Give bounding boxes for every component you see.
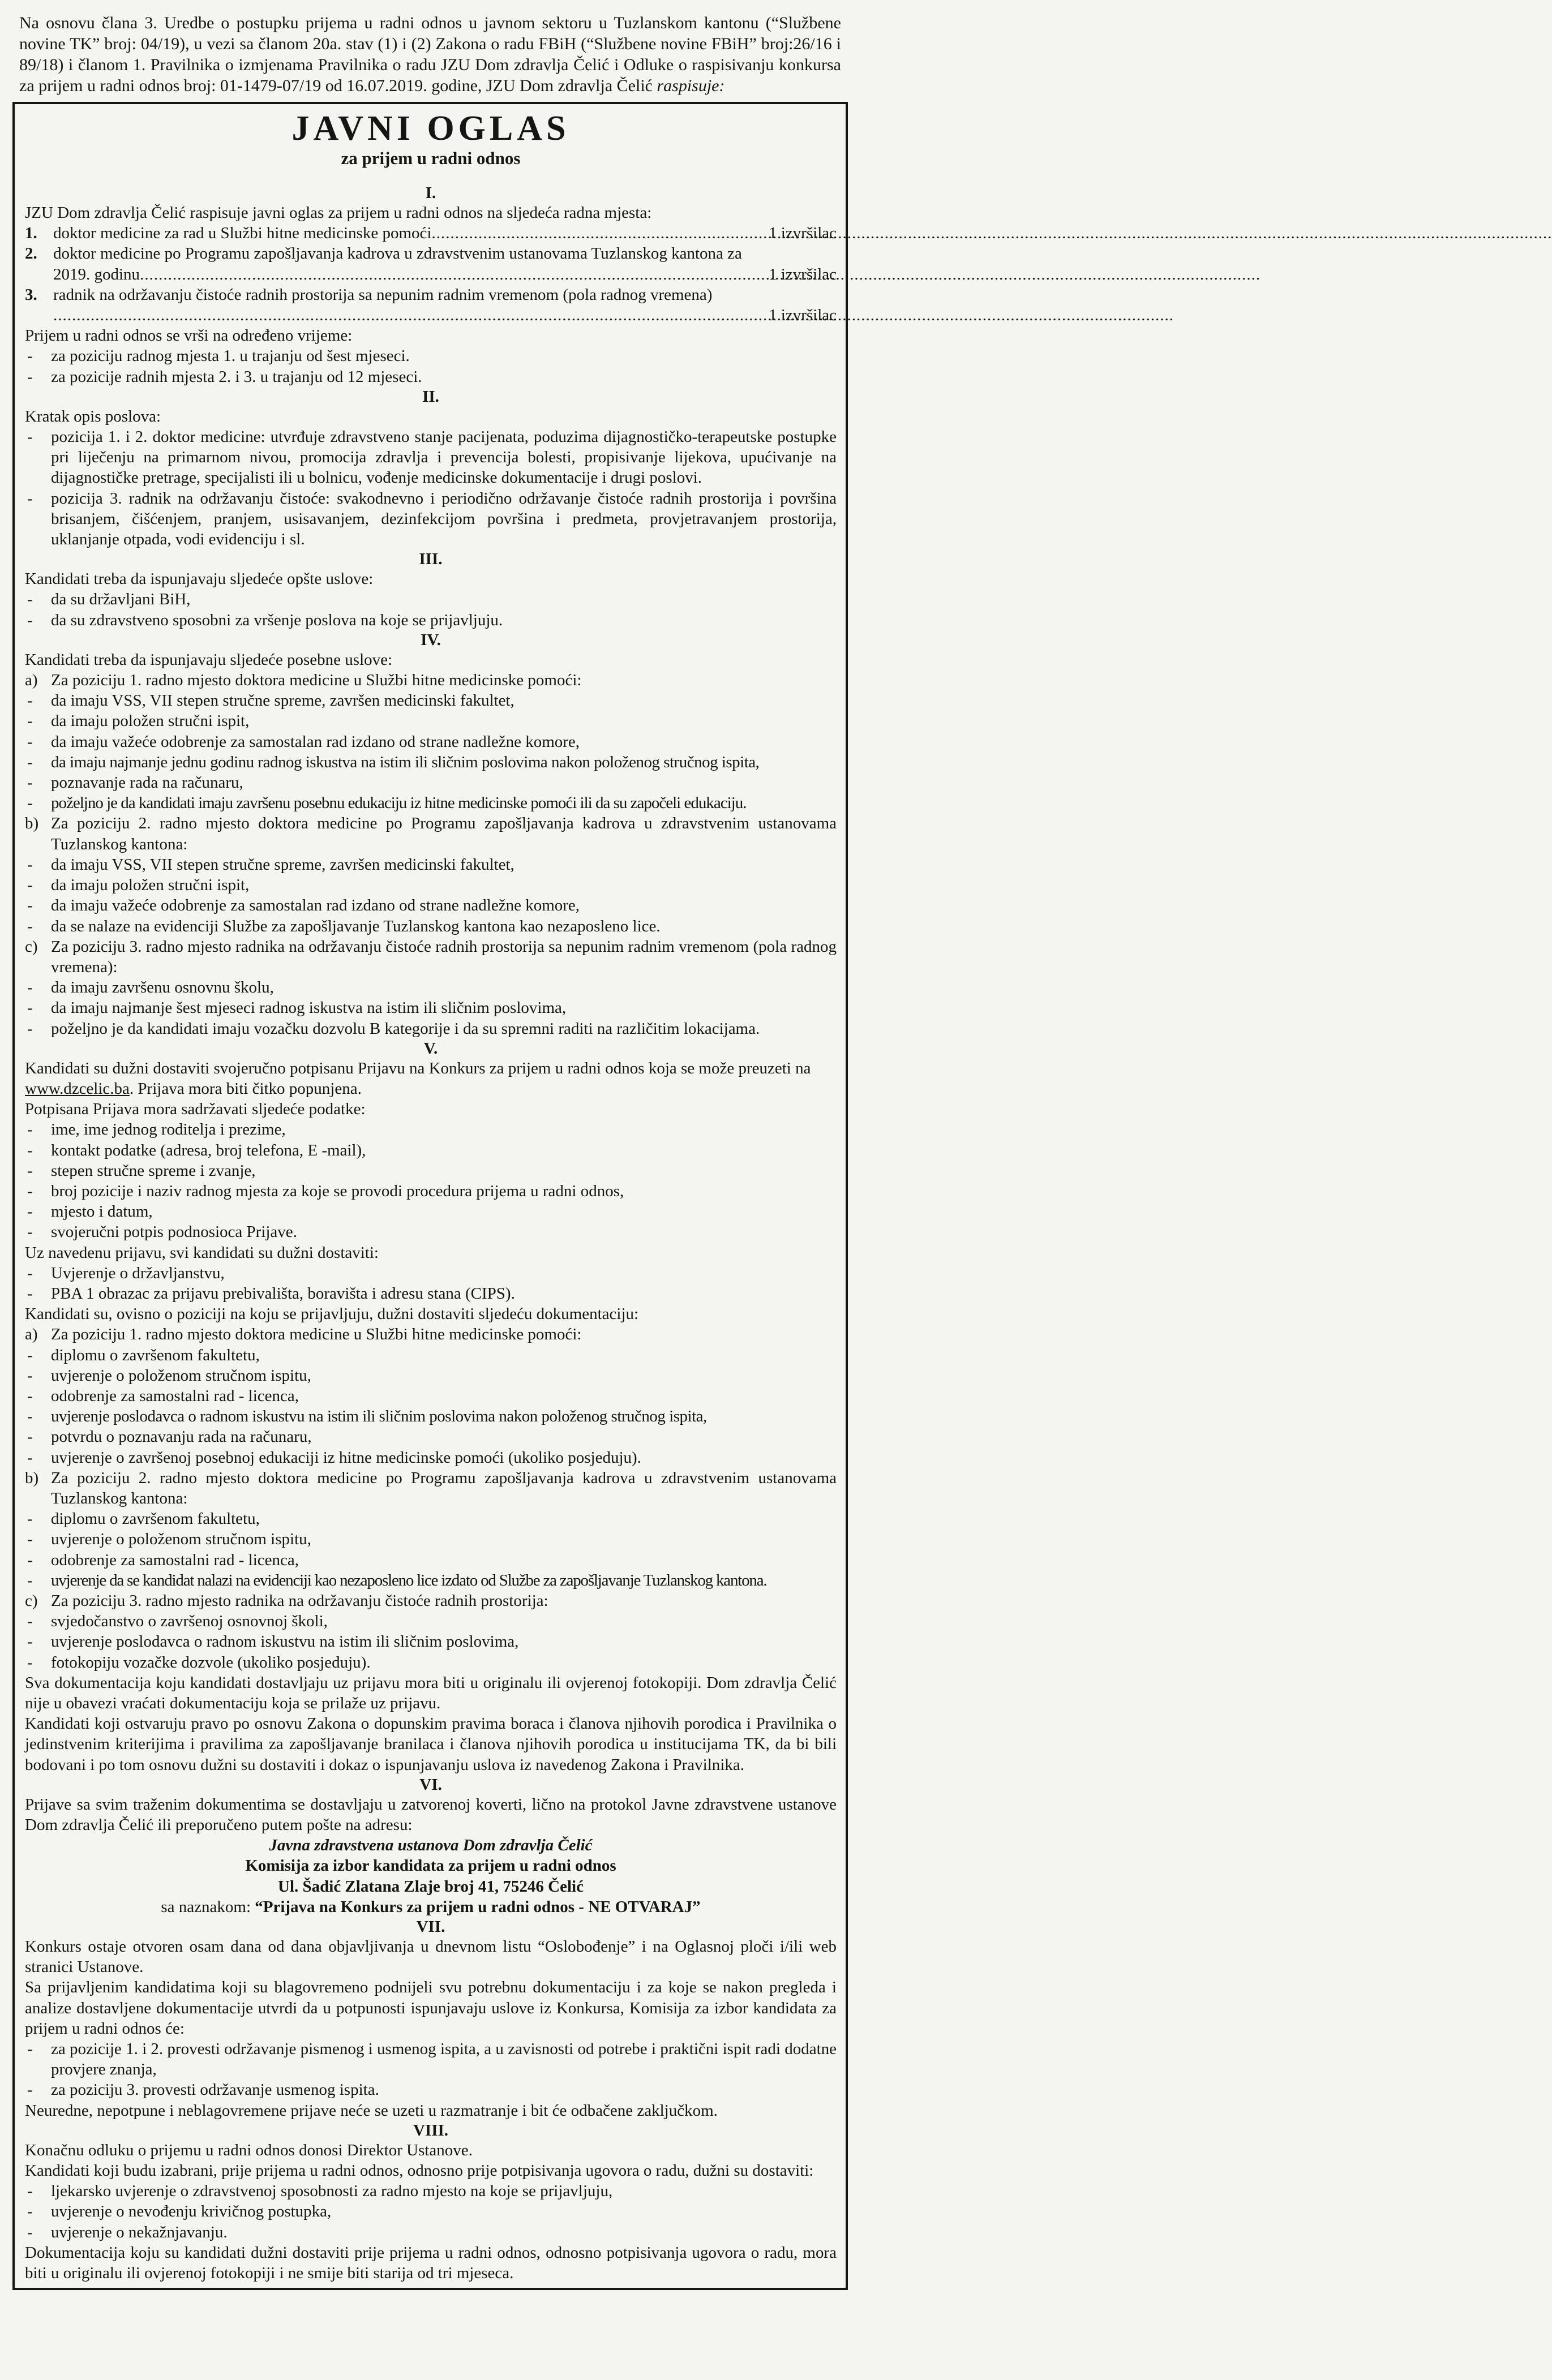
list-item: - za poziciju 3. provesti održavanje usmenog ispita. (27, 2081, 379, 2099)
paragraph: Konačnu odluku o prijemu u radni odnos donosi Direktor Ustanove. (25, 2141, 473, 2159)
all-candidates-lead: Uz navedenu prijavu, svi kandidati su dužni dostaviti: (25, 1243, 379, 1262)
list-item: - poželjno je da kandidati imaju završenu posebnu edukaciju iz hitne medicinske pomoći ili da su započeli edukaciju. (27, 794, 747, 813)
paragraph: Dokumentacija koju su kandidati dužni dostaviti prije prijema u radni odnos, odnosno potpisivanja ugovora o radu, mora biti u originalu ili ovjerenoj fotokopiji i ne smije biti starija od tri mjeseca. (25, 2243, 837, 2283)
list-item: - da su državljani BiH, (27, 590, 191, 609)
section-4 (25, 630, 837, 1039)
list-item: - potvrdu o poznavanju rada na računaru, (27, 1428, 312, 1446)
list-item: - mjesto i datum, (27, 1202, 153, 1221)
list-item: - ime, ime jednog roditelja i prezime, (27, 1120, 286, 1139)
list-item: - da se nalaze na evidenciji Službe za zapošljavanje Tuzlanskog kantona kao nezaposleno lice. (27, 917, 661, 935)
leader-dots (431, 223, 769, 243)
list-item: - uvjerenje poslodavca o radnom iskustvu na istim ili sličnim poslovima, (27, 1633, 519, 1651)
list-item: - stepen stručne spreme i zvanje, (27, 1161, 256, 1180)
envelope-marking: sa naznakom: “Prijava na Konkurs za prijem u radni odnos - NE OTVARAJ” (161, 1897, 701, 1916)
list-item: - da imaju VSS, VII stepen stručne spreme, završen medicinski fakultet, (27, 855, 515, 874)
list-item: - da imaju položen stručni ispit, (27, 876, 250, 895)
list-item: - svjedočanstvo o završenoj osnovnoj školi, (27, 1612, 328, 1631)
list-item: - PBA 1 obrazac za prijavu prebivališta, boravišta i adresu stana (CIPS). (27, 1284, 515, 1303)
form-lead: Potpisana Prijava mora sadržavati sljedeće podatke: (25, 1100, 366, 1119)
condition-group: c) Za poziciju 3. radno mjesto radnika na održavanju čistoće radnih prostorija sa nepunim radnim vremenom (pola radnog vremena): (25, 937, 837, 976)
position-count: 1 izvršilac (769, 265, 837, 283)
list-item: - uvjerenje o nekažnjavanju. (27, 2223, 228, 2241)
paragraph: Konkurs ostaje otvoren osam dana od dana objavljivanja u dnevnom listu “Oslobođenje” i na Oglasnoj ploči i/ili web stranici Ustanove. (25, 1937, 837, 1977)
list-item: - uvjerenje o položenom stručnom ispitu, (27, 1530, 311, 1549)
section-2-lead: Kratak opis poslova: (25, 407, 161, 426)
leader-dots (140, 264, 769, 285)
position-number: 2. (25, 244, 37, 263)
position-count: 1 izvršilac (769, 306, 837, 325)
list-item: - poznavanje rada na računaru, (27, 774, 243, 792)
list-item: - za pozicije radnih mjesta 2. i 3. u trajanju od 12 mjeseci. (27, 367, 422, 386)
position-title-continued: 2019. godinu (53, 265, 140, 283)
section-6-heading: VI. (419, 1775, 442, 1794)
list-item: - uvjerenje o nevođenju krivičnog postupka, (27, 2202, 332, 2221)
list-item: - diplomu o završenom fakultetu, (27, 1510, 260, 1528)
list-item: - poželjno je da kandidati imaju vozačku dozvolu B kategorije i da su spremni raditi na različitim lokacijama. (27, 1019, 760, 1038)
list-item: - da imaju najmanje jednu godinu radnog iskustva na istim ili sličnim poslovima nakon položenog stručnog ispita, (27, 753, 760, 771)
list-item: - kontakt podatke (adresa, broj telefona, E -mail), (27, 1141, 366, 1159)
position-number: 3. (25, 285, 37, 304)
leader-dots (53, 305, 769, 325)
list-item: - da imaju položen stručni ispit, (27, 712, 250, 731)
section-7 (25, 1917, 837, 2121)
position-title: doktor medicine za rad u Službi hitne medicinske pomoći (53, 224, 432, 243)
section-5 (25, 1039, 837, 1775)
docs-group: b) Za poziciju 2. radno mjesto doktora medicine po Programu zapošljavanja kadrova u zdravstvenim ustanovama Tuzlanskog kantona: (25, 1468, 837, 1507)
list-item: - da imaju važeće odobrenje za samostalan rad izdano od strane nadležne komore, (27, 732, 580, 751)
list-item: - broj pozicije i naziv radnog mjesta za koje se provodi procedura prijema u radni odnos, (27, 1182, 624, 1200)
section-2 (25, 387, 837, 549)
list-item: - uvjerenje da se kandidat nalazi na evidenciji kao nezaposleno lice izdato od Službe za zapošljavanje Tuzlanskog kantona. (27, 1571, 767, 1589)
position-number: 1. (25, 224, 37, 243)
section-8 (25, 2121, 837, 2283)
docs-group: c) Za poziciju 3. radno mjesto radnika na održavanju čistoće radnih prostorija: (25, 1592, 548, 1610)
list-item: - da imaju završenu osnovnu školu, (27, 978, 274, 997)
section-3-lead: Kandidati treba da ispunjavaju sljedeće opšte uslove: (25, 570, 374, 588)
list-item: - da imaju važeće odobrenje za samostalan rad izdano od strane nadležne komore, (27, 896, 580, 915)
documents-note: Sva dokumentacija koju kandidati dostavljaju uz prijavu mora biti u originalu ili ovjerenoj fotokopiji. Dom zdravlja Čelić nije u obavezi vraćati dokumentaciju koja se prilaže uz prijavu. (25, 1673, 837, 1713)
position-title: doktor medicine po Programu zapošljavanja kadrova u zdravstvenim ustanovama Tuzlanskog kantona za (53, 244, 742, 263)
position-docs-lead: Kandidati su, ovisno o poziciji na koju se prijavljuju, dužni dostaviti sljedeću dokumentaciju: (25, 1305, 639, 1324)
address-line: Ul. Šadić Zlatana Zlaje broj 41, 75246 Čelić (278, 1877, 584, 1896)
submission-lead: Prijave sa svim traženim dokumentima se dostavljaju u zatvorenoj koverti, lično na protokol Javne zdravstvene ustanove Dom zdravlja Čelić ili preporučeno putem pošte na adresu: (25, 1795, 837, 1835)
announcement-box (12, 102, 848, 2290)
legal-basis-paragraph (19, 12, 841, 96)
section-1-lead: JZU Dom zdravlja Čelić raspisuje javni oglas za prijem u radni odnos na sljedeća radna mjesta: (25, 204, 652, 222)
legal-basis-emphasis: raspisuje: (657, 76, 725, 95)
list-item: - odobrenje za samostalni rad - licenca, (27, 1550, 299, 1569)
section-6 (25, 1775, 837, 1917)
section-5-lead: Kandidati su dužni dostaviti svojeručno potpisanu Prijavu na Konkurs za prijem u radni odnos koja se može preuzeti na www.dzcelic.ba. Prijava mora biti čitko popunjena. (25, 1059, 811, 1098)
section-3-heading: III. (419, 550, 443, 569)
website-link[interactable]: www.dzcelic.ba (25, 1079, 130, 1098)
list-item: - da imaju najmanje šest mjeseci radnog iskustva na istim ili sličnim poslovima, (27, 999, 567, 1017)
paragraph: Kandidati koji budu izabrani, prije prijema u radni odnos, odnosno prije potpisivanja ugovora o radu, dužni su dostaviti: (25, 2162, 814, 2180)
paragraph: Sa prijavljenim kandidatima koji su blagovremeno podnijeli svu potrebnu dokumentaciju i za koje se nakon pregleda i analize dostavljene dokumentacije utvrdi da u potpunosti ispunjavaju uslove iz Konkursa, Komisija za izbor kandidata za prijem u radni odnos će: (25, 1978, 837, 2038)
position-item (25, 243, 837, 284)
position-count: 1 izvršilac (769, 224, 837, 243)
docs-group: a) Za poziciju 1. radno mjesto doktora medicine u Službi hitne medicinske pomoći: (25, 1325, 582, 1344)
section-4-lead: Kandidati treba da ispunjavaju sljedeće posebne uslove: (25, 650, 393, 669)
list-item: - Uvjerenje o državljanstvu, (27, 1264, 225, 1282)
list-item: - da imaju VSS, VII stepen stručne spreme, završen medicinski fakultet, (27, 691, 515, 710)
legal-basis-text: Na osnovu člana 3. Uredbe o postupku prijema u radni odnos u javnom sektoru u Tuzlanskom kantonu (“Službene novine TK” broj: 04/19), u vezi sa članom 20a. stav (1) i (2) Zakona o radu FBiH (“Službene novine FBiH” broj:26/16 i 89/18) i članom 1. Pravilnika o izmjenama Pravilnika o radu JZU Dom zdravlja Čelić i Odluke o raspisivanju konkursa za prijem u radni odnos broj: 01-1479-07/19 od 16.07.2019. godine, JZU Dom zdravlja Čelić (19, 14, 841, 95)
veterans-note: Kandidati koji ostvaruju pravo po osnovu Zakona o dopunskim pravima boraca i članova njihovih porodica i Pravilnika o jedinstvenim kriterijima i pravilima za zapošljavanje branilaca i članova njihovih porodica u institucijama TK, da bi bili bodovani i po tom osnovu dužni su dostaviti i dokaz o ispunjavanju uslova iz navedenog Zakona i Pravilnika. (25, 1715, 837, 1774)
section-1-heading: I. (425, 184, 436, 202)
duration-lead: Prijem u radni odnos se vrši na određeno vrijeme: (25, 327, 353, 345)
section-4-heading: IV. (421, 630, 441, 649)
list-item: - uvjerenje poslodavca o radnom iskustvu na istim ili sličnim poslovima nakon položenog stručnog ispita, (27, 1407, 707, 1426)
list-item: - da su zdravstveno sposobni za vršenje poslova na koje se prijavljuju. (27, 611, 503, 629)
announcement-subtitle: za prijem u radni odnos (341, 148, 521, 168)
section-1 (25, 183, 837, 387)
list-item: - pozicija 3. radnik na održavanju čistoće: svakodnevno i periodično održavanje čistoće radnih prostorija i površina brisanjem, čišćenjem, pranjem, usisavanjem, dezinfekcijom površina i predmeta, provjetravanjem prostorija, uklanjanje otpada, vodi evidenciju i sl. (27, 489, 837, 549)
list-item: - svojeručni potpis podnosioca Prijave. (27, 1223, 297, 1241)
list-item: - uvjerenje o položenom stručnom ispitu, (27, 1366, 311, 1385)
section-3 (25, 549, 837, 630)
condition-group: a) Za poziciju 1. radno mjesto doktora medicine u Službi hitne medicinske pomoći: (25, 671, 582, 690)
announcement-title: JAVNI OGLAS (291, 109, 570, 148)
position-item (25, 285, 837, 325)
list-item: - za poziciju radnog mjesta 1. u trajanju od šest mjeseci. (27, 347, 410, 366)
section-7-heading: VII. (416, 1918, 445, 1936)
condition-group: b) Za poziciju 2. radno mjesto doktora medicine po Programu zapošljavanja kadrova u zdravstvenim ustanovama Tuzlanskog kantona: (25, 814, 837, 853)
section-5-heading: V. (423, 1039, 438, 1058)
position-item (25, 223, 837, 243)
address-line: Javna zdravstvena ustanova Dom zdravlja Čelić (269, 1836, 593, 1855)
list-item: - za pozicije 1. i 2. provesti održavanje pismenog i usmenog ispita, a u zavisnosti od potrebe i praktični ispit radi dodatne provjere znanja, (27, 2040, 837, 2079)
list-item: - pozicija 1. i 2. doktor medicine: utvrđuje zdravstveno stanje pacijenata, poduzima dijagnostičko-terapeutske postupke pri liječenju na primarnom nivou, promocija zdravlja i prevencija bolesti, propisivanje lijekova, upućivanje na dijagnostičke pretrage, specijalisti ili u bolnicu, vođenje medicinske dokumentacije i drugi poslovi. (27, 428, 837, 487)
list-item: - odobrenje za samostalni rad - licenca, (27, 1386, 299, 1405)
position-title: radnik na održavanju čistoće radnih prostorija sa nepunim radnim vremenom (pola radnog vremena) (53, 285, 713, 304)
list-item: - fotokopiju vozačke dozvole (ukoliko posjeduju). (27, 1653, 371, 1672)
address-line: Komisija za izbor kandidata za prijem u radni odnos (245, 1857, 616, 1875)
list-item: - diplomu o završenom fakultetu, (27, 1346, 260, 1364)
paragraph: Neuredne, nepotpune i neblagovremene prijave neće se uzeti u razmatranje i bit će odbačene zaključkom. (25, 2101, 718, 2120)
list-item: - ljekarsko uvjerenje o zdravstvenoj sposobnosti za radno mjesto na koje se prijavljuju, (27, 2182, 613, 2201)
list-item: - uvjerenje o završenoj posebnoj edukaciji iz hitne medicinske pomoći (ukoliko posjeduju). (27, 1448, 641, 1467)
section-2-heading: II. (422, 387, 439, 406)
section-8-heading: VIII. (413, 2121, 449, 2140)
